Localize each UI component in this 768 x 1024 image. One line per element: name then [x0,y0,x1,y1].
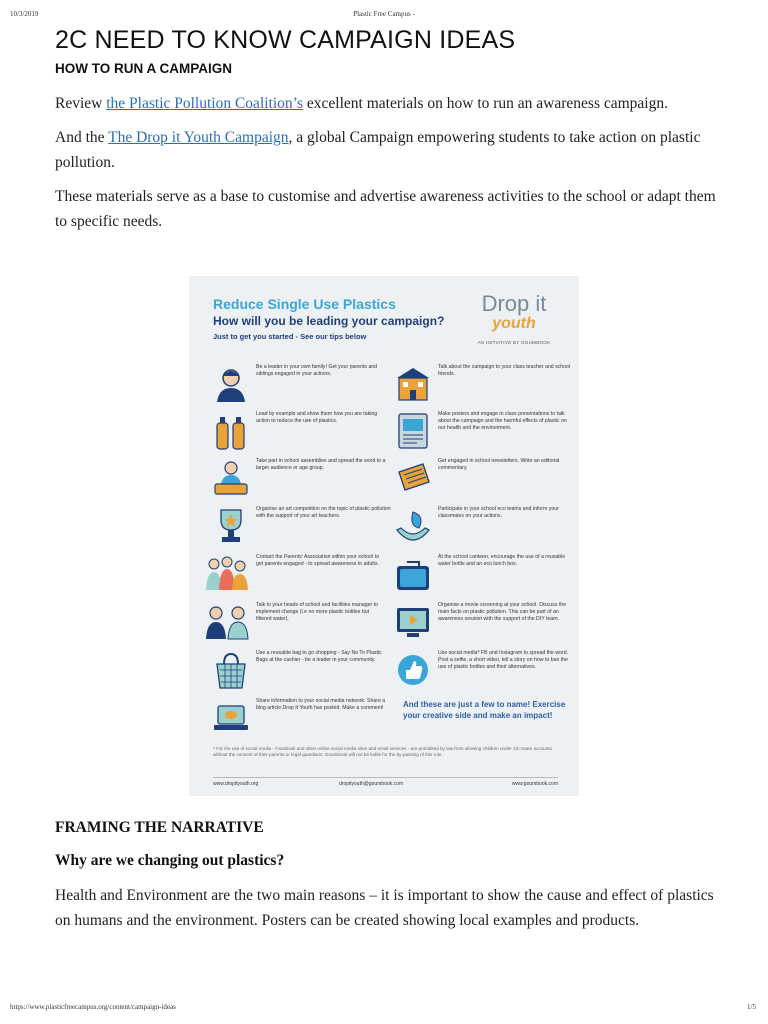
tip-left-8 [211,696,391,740]
staff-people-icon [203,602,251,642]
tip-text: Talk to your heads of school and facilities manager to implement change (i.e no more plastic bottles but filtered water). [256,602,378,622]
tip-left-2 [211,409,391,453]
tip-text: Organise a movie screening at your school. Discuss the main facts on plastic pollution. This can be part of an awareness session with the support of the DIY team. [438,602,567,622]
drop-it-youth-logo [464,292,564,352]
poster-icon [393,411,433,451]
tip-right-7 [393,648,573,692]
tip-left-1 [211,362,391,406]
poster-footer-site: www.dropityouth.org [213,781,259,787]
print-header [0,10,768,22]
movie-screen-icon [393,602,433,642]
tip-text: Contact the Parents' Association within your school to get parents engaged - to spread awareness to adults. [256,554,379,567]
paragraph-health-environment: Health and Environment are the two main reasons – it is important to show the cause and effect of plastics on humans and the environment. Posters can be created showing local examples and products. [55,887,714,929]
tip-right-6 [393,600,573,644]
question-heading: Why are we changing out plastics? [55,852,285,869]
school-building-icon [393,364,433,404]
tip-text: Get engaged in school newsletters. Write an editorial commentary. [438,458,560,471]
poster-footer-site2: www.goumbook.com [511,781,558,787]
poster-footer-email: dropityouth@goumbook.com [339,781,403,787]
hands-leaf-icon [393,506,433,546]
tip-text: Participate in your school eco teams and inform your classmates on your actions. [438,506,559,519]
print-page-number: 1/5 [747,1003,756,1011]
tip-text: Lead by example and show them how you are taking action to reduce the use of plastics. [256,411,378,424]
tip-text: Make posters and engage in class presentations to talk about the campaign and the harmful effects of plastic on our health and the environment. [438,411,567,431]
lunch-box-icon [393,554,433,594]
campaign-poster-image [189,276,579,796]
newsletter-icon [393,458,433,498]
print-date: 10/3/2019 [10,10,39,18]
tip-text: Share information to your social media network. Share a blog article Drop It Youth has posted. Make a comment! [256,698,386,711]
narrative-section [55,818,725,933]
bottles-icon [211,411,251,451]
logo-drop-it: Drop it [481,291,547,316]
print-page-title: Plastic Free Campus - [353,10,415,18]
tip-left-4 [211,504,391,548]
poster-subtitle-tips: Just to get you started - See our tips below [213,332,367,341]
tip-text: Use social media* FB and Instagram to spread the word. Post a selfie, a short video, tell a story on how to ban the use of plastic bottles and their alternatives. [438,650,569,670]
tip-text: Use a reusable bag to go shopping - Say No To Plastic Bags at the cashier - be a leader in your community. [256,650,382,663]
tip-text: Take part in school assemblies and spread the word to a larger audience or age group. [256,458,386,471]
tip-left-6 [203,600,383,644]
paragraph-review-post: excellent materials on how to run an awareness campaign. [303,95,668,112]
tip-right-2 [393,409,573,453]
tip-text: At the school canteen, encourage the use of a reusable water bottle and an eco lunch box. [438,554,566,567]
print-footer [0,1003,768,1015]
section-heading-framing: FRAMING THE NARRATIVE [55,819,264,836]
parents-group-icon [203,554,251,594]
poster-footer [213,777,558,787]
tip-left-5 [203,552,383,596]
tip-right-5 [393,552,573,596]
plastic-pollution-coalition-link[interactable]: the Plastic Pollution Coalition’s [106,95,304,112]
tip-right-1 [393,362,573,406]
paragraph-materials: These materials serve as a base to customise and advertise awareness activities to the school or adapt them to specific needs. [55,188,716,230]
poster-subtitle: How will you be leading your campaign? [213,314,445,328]
tip-right-4 [393,504,573,548]
page-title: 2C NEED TO KNOW CAMPAIGN IDEAS [55,26,516,54]
logo-youth: youth [492,315,536,332]
tip-text: Talk about the campaign to your class teacher and school friends. [438,364,571,377]
paragraph-review-pre: Review [55,95,107,112]
main-content [55,24,725,234]
section-heading-how-to-run: HOW TO RUN A CAMPAIGN [55,61,232,76]
thumbs-up-icon [393,650,433,690]
paragraph-review [55,91,725,116]
trophy-icon [211,506,251,546]
print-url: https://www.plasticfreecampus.org/content/campaign-ideas [10,1003,176,1011]
logo-tagline: AN INITIATIVE BY GOUMBOOK [477,340,551,345]
tip-text: Organise an art competition on the topic of plastic pollution with the support of your art teachers. [256,506,391,519]
drop-it-youth-link[interactable]: The Drop it Youth Campaign [108,129,289,146]
tip-left-3 [211,456,391,500]
paragraph-drop-it-post: , a global Campaign empowering students to take action on plastic pollution. [55,129,701,171]
tip-left-7 [211,648,391,692]
tip-right-3 [393,456,573,500]
tip-text: Be a leader in your own family! Get your parents and siblings engaged in your actions. [256,364,378,377]
reusable-bag-icon [211,650,251,690]
poster-title: Reduce Single Use Plastics [213,296,396,312]
laptop-icon [211,698,251,738]
speaker-podium-icon [211,458,251,498]
poster-closing-text: And these are just a few to name! Exercise your creative side and make an impact! [403,700,566,720]
poster-disclaimer: * For the use of social media - Facebook and other online social media sites and email services - are prohibited by law from allowing children under 13 create accounts without the consent of their parents or legal guardians. Goumbook will not be liable for the by-passing of this rule. [213,746,552,758]
paragraph-drop-it-pre: And the [55,129,109,146]
leader-person-icon [211,364,251,404]
paragraph-drop-it [55,125,725,175]
